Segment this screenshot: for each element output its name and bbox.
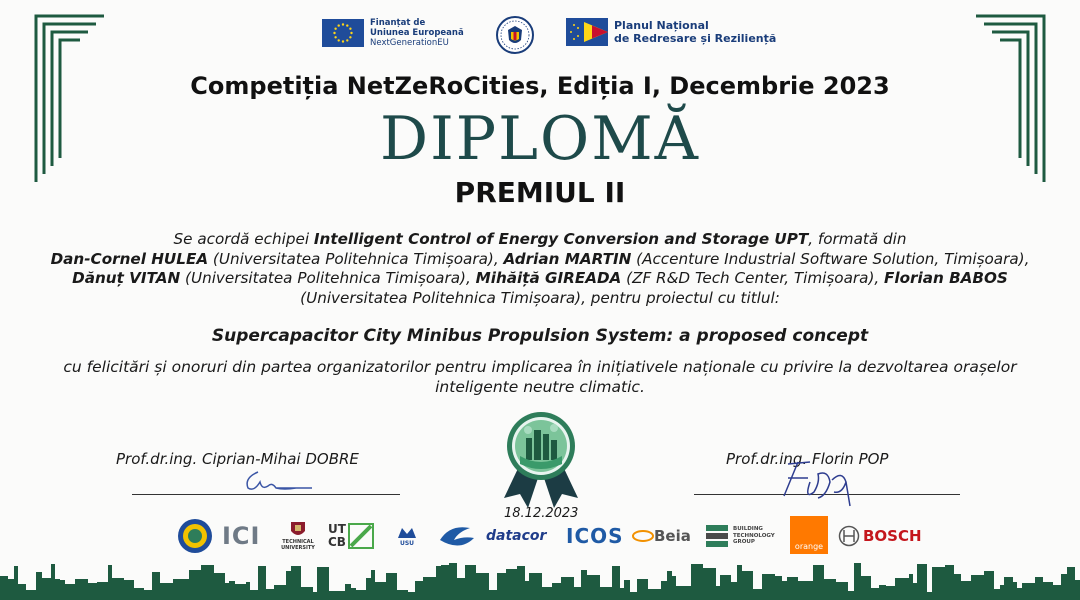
member-name: Dănuț VITAN <box>72 269 181 287</box>
member-affiliation: (Accenture Industrial Software Solution, Timișoara), <box>631 249 1030 268</box>
partner-logo-ici <box>222 518 260 554</box>
award-medal-icon <box>498 410 584 508</box>
prize-heading: PREMIUL II <box>454 176 626 209</box>
beia-mark-icon <box>632 527 654 545</box>
btg-logo-line-3: GROUP <box>733 539 755 546</box>
partner-logo-technical-university <box>278 518 318 554</box>
signer-left-name: Prof.dr.ing. Ciprian-Mihai DOBRE <box>116 450 359 468</box>
award-intro: Se acordă echipei <box>173 230 314 248</box>
eu-logo-line-3: NextGenerationEU <box>370 38 449 48</box>
partner-logo-utcb <box>328 518 374 554</box>
member-affiliation: (ZF R&D Tech Center, Timișoara), <box>621 269 885 287</box>
partner-logo-icos <box>566 518 624 554</box>
signer-right-name: Prof.dr.ing. Florin POP <box>726 450 889 468</box>
partner-logo-bosch <box>838 518 922 554</box>
eu-funding-logo <box>322 18 464 48</box>
eu-logo-line-1: Finanțat de <box>370 18 426 28</box>
partner-logo-orange <box>790 516 828 554</box>
pnrr-logo-line-2: de Redresare și Reziliență <box>614 32 777 45</box>
eu-logo-line-2: Uniunea Europeană <box>370 28 464 38</box>
member-name: Florian BABOS <box>884 269 1008 287</box>
orange-logo-text: orange <box>794 542 824 551</box>
icos-logo-text: ICOS <box>566 524 624 548</box>
datacor-logo-text: datacor <box>486 528 547 544</box>
signature-left <box>236 466 316 496</box>
member-name: Adrian MARTIN <box>503 249 632 268</box>
btg-logo-line-2: TECHNOLOGY <box>733 532 775 539</box>
partner-logo-usu <box>396 518 418 554</box>
signature-right <box>758 452 868 512</box>
competition-title: Competiția NetZeRoCities, Ediția I, Decembrie 2023 <box>190 72 890 100</box>
project-title: Supercapacitor City Minibus Propulsion System: a proposed concept <box>211 326 869 346</box>
pnrr-logo-line-1: Planul Național <box>614 19 709 32</box>
utcb-logo-line-1: UT <box>328 522 346 536</box>
partner-logo-swirl-icon <box>436 518 478 554</box>
btg-logo-line-1: BUILDING <box>733 526 763 533</box>
partner-logo-datacor <box>486 518 546 554</box>
pnrr-flag-icon <box>566 18 608 46</box>
bosch-armature-icon <box>838 525 860 547</box>
usu-logo-text: USU <box>399 539 415 547</box>
member-name: Dan-Cornel HULEA <box>50 249 209 268</box>
tu-logo-line-1: TECHNICAL <box>282 539 314 545</box>
eu-logo-text <box>370 18 464 48</box>
utcb-mark-icon <box>348 523 374 549</box>
award-date: 18.12.2023 <box>504 506 579 521</box>
building-technology-icon <box>704 521 730 551</box>
ici-logo-text: ICI <box>222 522 261 550</box>
congratulations-text: cu felicitări și onoruri din partea organizatorilor pentru implicarea în inițiativele naționale cu privire la dezvoltarea orașelor inteligente neutre climatic. <box>63 358 1017 396</box>
member-name: Mihăiță GIREADA <box>475 269 622 287</box>
partner-logo-building-technology-group <box>704 518 775 554</box>
member-affiliation: (Universitatea Politehnica Timișoara), <box>208 249 504 268</box>
award-text <box>40 230 1040 308</box>
tu-logo-line-2: UNIVERSITY <box>281 545 315 551</box>
university-shield-icon <box>289 521 307 539</box>
pnrr-logo-text <box>614 19 776 45</box>
usu-crest-icon <box>396 526 418 540</box>
romanian-government-crest-icon <box>496 16 534 54</box>
member-affiliation: (Universitatea Politehnica Timișoara), <box>180 269 476 287</box>
pnrr-logo <box>566 18 776 46</box>
diploma-heading: DIPLOMĂ <box>380 104 700 174</box>
skyline-silhouette <box>0 557 1080 600</box>
bosch-logo-text: BOSCH <box>863 527 922 545</box>
team-name: Intelligent Control of Energy Conversion and Storage UPT <box>313 230 809 248</box>
eu-flag-icon <box>322 19 364 47</box>
member-affiliation: (Universitatea Politehnica Timișoara), pentru proiectul cu titlul: <box>300 288 780 307</box>
partner-logo-beia <box>632 518 691 554</box>
award-formed-by: , formată din <box>808 230 907 248</box>
beia-logo-text: Beia <box>654 527 691 545</box>
utcb-logo-line-2: CB <box>328 535 346 549</box>
partner-logo-circular-icon <box>176 518 214 554</box>
city-skyline-decoration <box>0 556 1080 600</box>
